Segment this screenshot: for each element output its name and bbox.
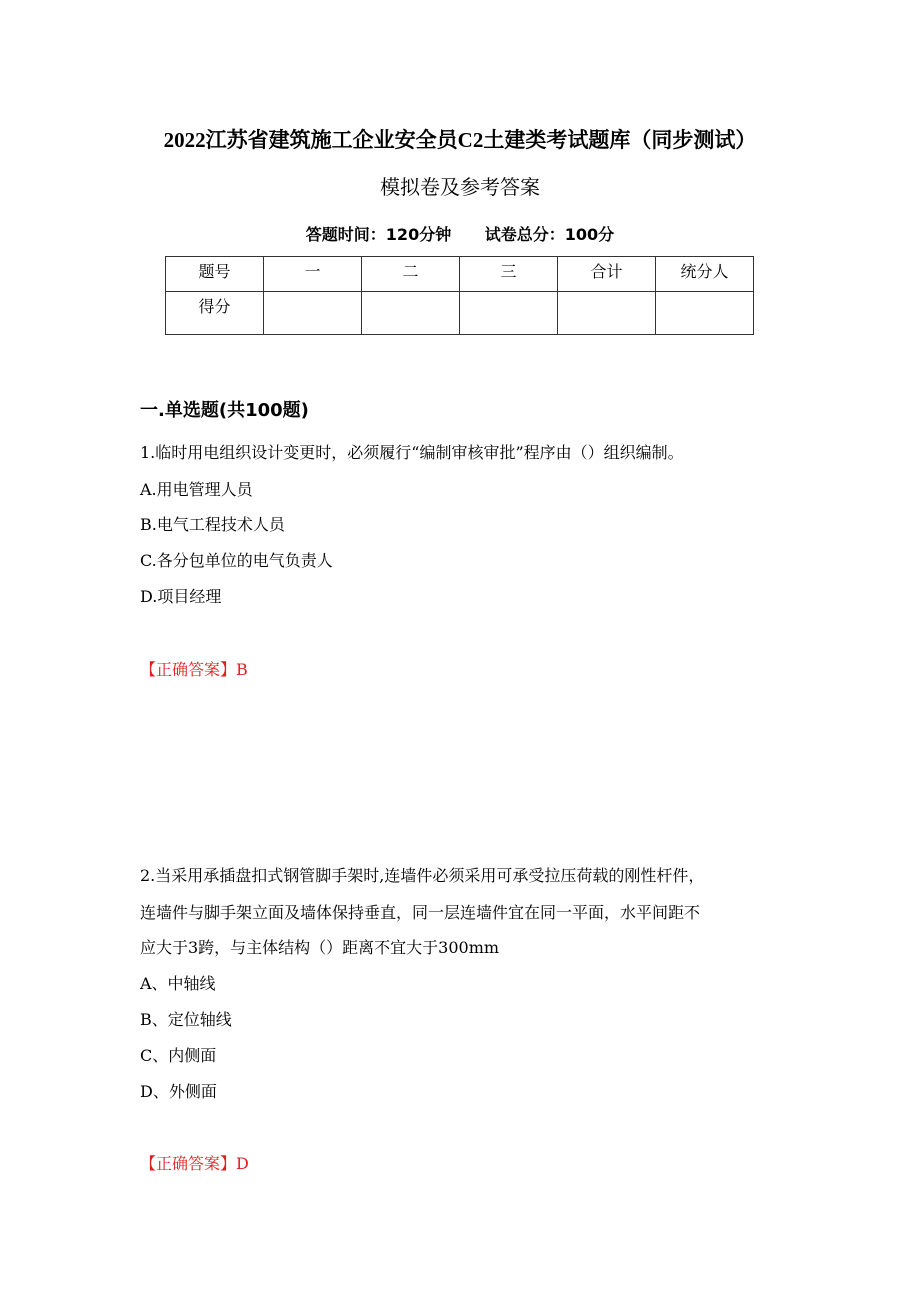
option-a: A.用电管理人员 [140, 480, 253, 499]
correct-answer: 【正确答案】D [140, 1154, 249, 1173]
header-cell: 合计 [558, 257, 656, 292]
header-cell: 二 [362, 257, 460, 292]
document-title: 2022江苏省建筑施工企业安全员C2土建类考试题库（同步测试） [163, 128, 757, 152]
score-table [165, 256, 754, 335]
header-cell: 题号 [166, 257, 264, 292]
option-d: D.项目经理 [140, 587, 222, 606]
question-2-text: 应大于3跨，与主体结构（）距离不宜大于300mm [140, 938, 500, 957]
score-cell [362, 292, 460, 335]
score-cell [558, 292, 656, 335]
correct-answer: 【正确答案】B [140, 660, 248, 679]
score-cell [460, 292, 558, 335]
option-c: C.各分包单位的电气负责人 [140, 551, 333, 570]
question-1-text: 1.临时用电组织设计变更时，必须履行“编制审核审批”程序由（）组织编制。 [140, 443, 684, 462]
row-label: 得分 [166, 292, 264, 335]
exam-info [0, 222, 920, 245]
header-cell: 一 [264, 257, 362, 292]
option-b: B.电气工程技术人员 [140, 515, 285, 534]
question-2-text: 2.当采用承插盘扣式钢管脚手架时,连墙件必须采用可承受拉压荷载的刚性杆件， [140, 866, 705, 885]
question-2-text: 连墙件与脚手架立面及墙体保持垂直，同一层连墙件宜在同一平面，水平间距不 [140, 903, 701, 922]
section-heading: 一.单选题(共100题) [140, 400, 309, 421]
header-cell: 三 [460, 257, 558, 292]
score-cell [656, 292, 754, 335]
document-subtitle: 模拟卷及参考答案 [380, 175, 540, 199]
score-cell [264, 292, 362, 335]
option-d: D、外侧面 [140, 1082, 217, 1101]
option-a: A、中轴线 [140, 974, 216, 993]
total-score: 试卷总分：100分 [484, 225, 615, 244]
header-cell: 统分人 [656, 257, 754, 292]
option-c: C、内侧面 [140, 1046, 217, 1065]
option-b: B、定位轴线 [140, 1010, 232, 1029]
exam-time: 答题时间：120分钟 [305, 225, 452, 244]
